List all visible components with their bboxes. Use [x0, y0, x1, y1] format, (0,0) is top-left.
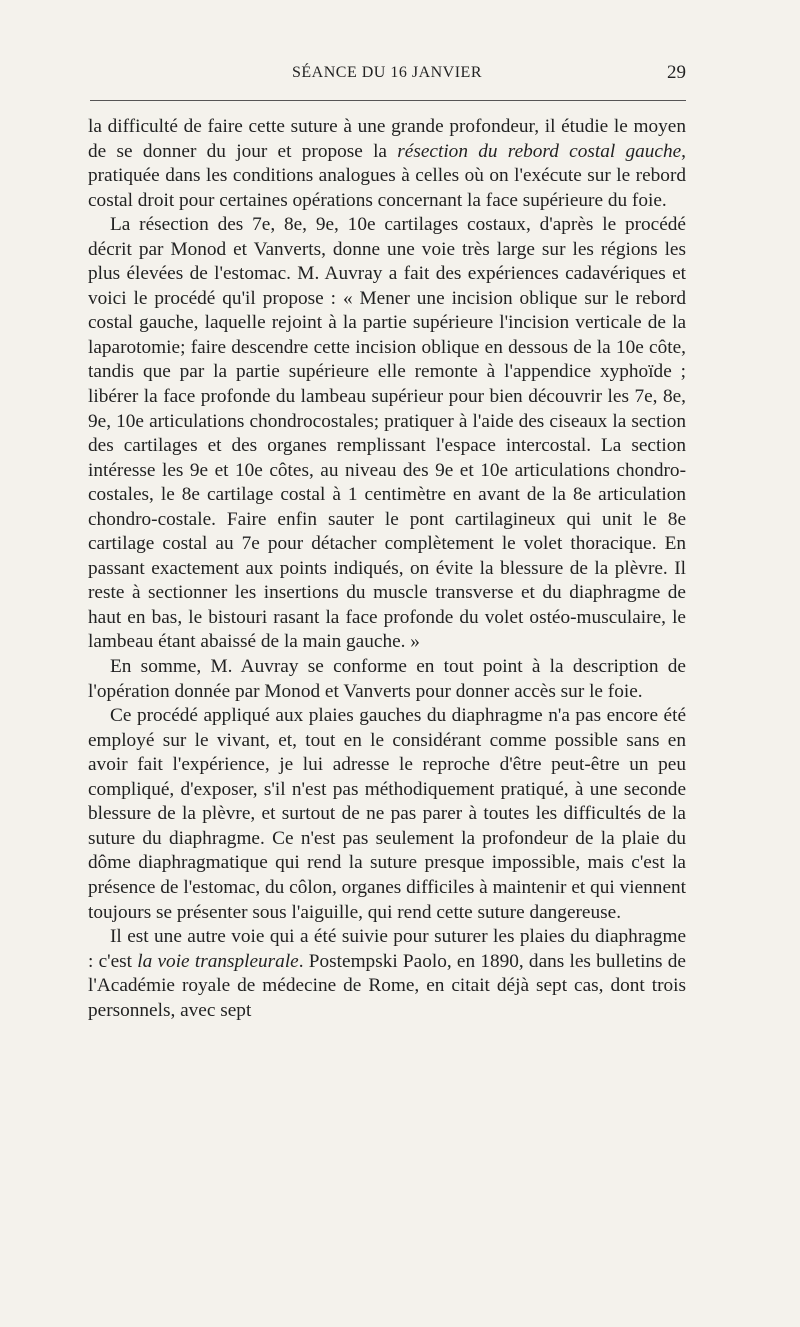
paragraph: Il est une autre voie qui a été suivie pour suturer les plaies du diaphragme : c'est la voie transpleurale. Postempski Paolo, en 1890, dans les bulletins de l'Académie royale de médecine de Rome, en citait déjà sept cas, dont trois personnels, avec sept	[88, 926, 686, 1021]
page-header	[88, 62, 686, 92]
paragraph: La résection des 7e, 8e, 9e, 10e cartilages costaux, d'après le procédé décrit par Monod et Vanverts, donne une voie très large sur les régions les plus élevées de l'estomac. M. Auvray a fait des expériences cadavériques et voici le procédé qu'il propose : « Mener une incision oblique sur le rebord costal gauche, laquelle rejoint à la partie supérieure l'incision verticale de la laparotomie; faire descendre cette incision oblique en dessous de la 10e côte, tandis que par la partie supérieure elle remonte à l'appendice xyphoïde ; libérer la face profonde du lambeau supérieur pour bien découvrir les 7e, 8e, 9e, 10e articulations chondrocostales; pratiquer à l'aide des ciseaux la section des cartilages et des organes remplissant l'espace intercostal. La section intéresse les 9e et 10e côtes, au niveau des 9e et 10e articulations chondro-costales, le 8e cartilage costal à 1 centimètre en avant de la 8e articulation chondro-costale. Faire enfin sauter le pont cartilagineux qui unit le 8e cartilage costal au 7e pour détacher complètement le volet thoracique. En passant exactement aux points indiqués, on évite la blessure de la plèvre. Il reste à sectionner les insertions du muscle transverse et du diaphragme de haut en bas, le bistouri rasant la face profonde du volet ostéo-musculaire, le lambeau étant abaissé de la main gauche. »	[88, 214, 686, 653]
body-text	[88, 115, 686, 1023]
italic-phrase: la voie transpleurale	[137, 950, 299, 972]
page-number: 29	[667, 62, 686, 83]
paragraph: la difficulté de faire cette suture à une grande profondeur, il étudie le moyen de se donner du jour et propose la résection du rebord costal gauche, pratiquée dans les conditions analogues à celles où on l'exécute sur le rebord costal droit pour certaines opérations concernant la face supérieure du foie.	[88, 116, 686, 211]
italic-phrase: résection du rebord costal gauche	[397, 140, 682, 162]
paragraph: Ce procédé appliqué aux plaies gauches du diaphragme n'a pas encore été employé sur le vivant, et, tout en le considérant comme possible sans en avoir fait l'expérience, je lui adresse le reproche d'être peut-être un peu compliqué, d'exposer, s'il n'est pas méthodiquement pratiqué, à une seconde blessure de la plèvre, et surtout de ne pas parer à toutes les difficultés de la suture du diaphragme. Ce n'est pas seulement la profondeur de la plaie du dôme diaphragmatique qui rend la suture presque impossible, mais c'est la présence de l'estomac, du côlon, organes difficiles à maintenir et qui viennent toujours se présenter sous l'aiguille, qui rend cette suture dangereuse.	[88, 705, 686, 923]
paragraph: En somme, M. Auvray se conforme en tout point à la description de l'opération donnée par Monod et Vanverts pour donner accès sur le foie.	[88, 656, 686, 702]
running-title: SÉANCE DU 16 JANVIER	[292, 64, 482, 81]
header-rule	[90, 100, 686, 101]
